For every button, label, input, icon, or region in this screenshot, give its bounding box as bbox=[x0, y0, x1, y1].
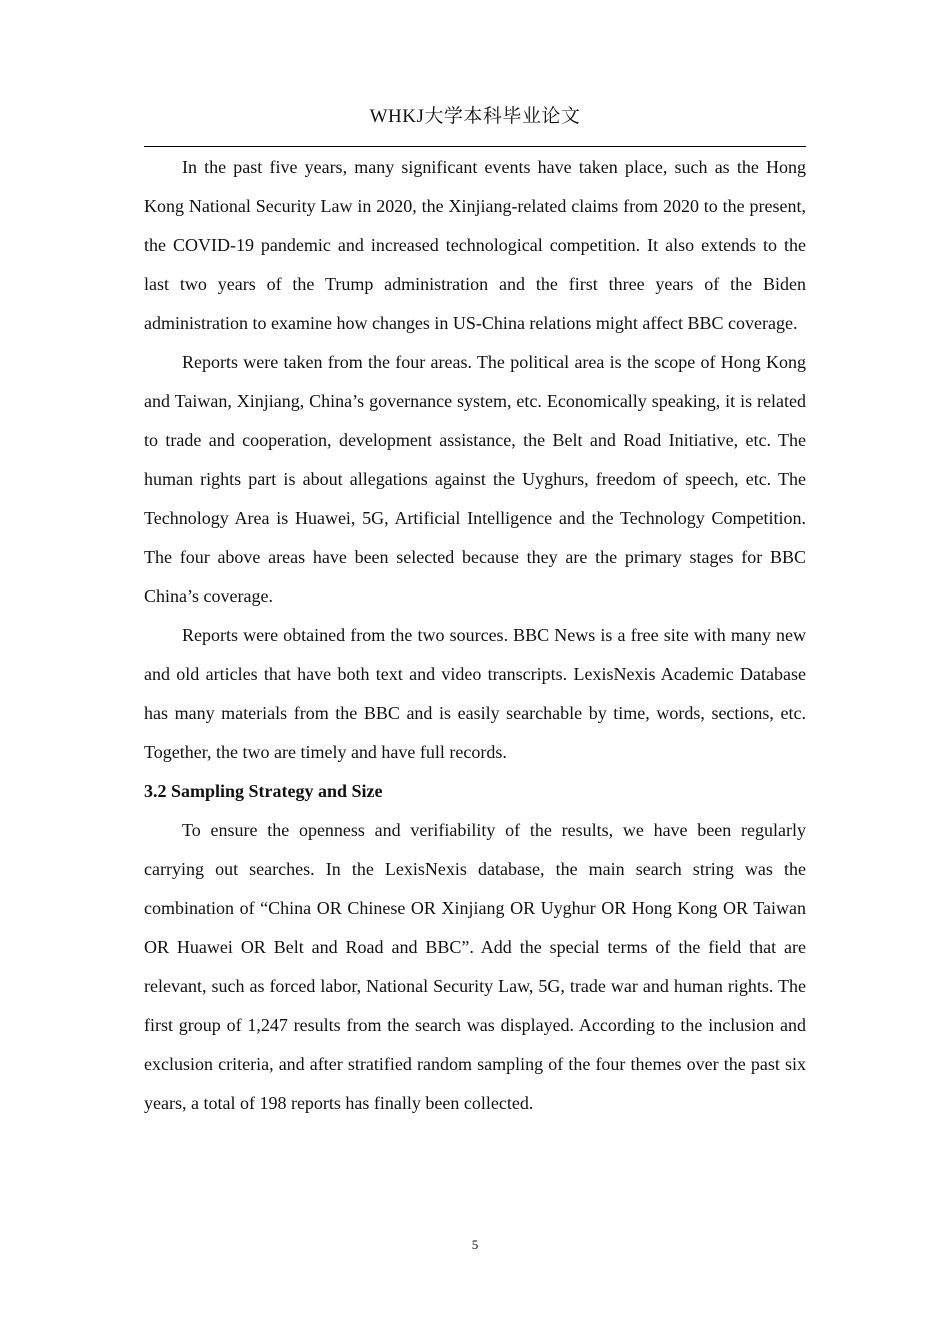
paragraph-sources: Reports were obtained from the two sources. BBC News is a free site with many new and old articles that have both text and video transcripts. LexisNexis Academic Database has many materials from the BBC and is easily searchable by time, words, sections, etc. Together, the two are timely and have full records. bbox=[144, 625, 806, 762]
header-divider bbox=[144, 146, 806, 147]
paragraph-events: In the past five years, many significant events have taken place, such as the Hong Kong National Security Law in 2020, the Xinjiang-related claims from 2020 to the present, the COVID-19 pandemic and increased technological competition. It also extends to the last two years of the Trump administration and the first three years of the Biden administration to examine how changes in US-China relations might affect BBC coverage. bbox=[144, 157, 806, 333]
paragraph-sampling: To ensure the openness and verifiability of the results, we have been regularly carrying out searches. In the LexisNexis database, the main search string was the combination of “China OR Chinese OR Xinjiang OR Uyghur OR Hong Kong OR Taiwan OR Huawei OR Belt and Road and BBC”. Add the special terms of the field that are relevant, such as forced labor, National Security Law, 5G, trade war and human rights. The first group of 1,247 results from the search was displayed. According to the inclusion and exclusion criteria, and after stratified random sampling of the four themes over the past six years, a total of 198 reports has finally been collected. bbox=[144, 820, 806, 1113]
paragraph-areas: Reports were taken from the four areas. The political area is the scope of Hong Kong and Taiwan, Xinjiang, China’s governance system, etc. Economically speaking, it is related to trade and cooperation, development assistance, the Belt and Road Initiative, etc. The human rights part is about allegations against the Uyghurs, freedom of speech, etc. The Technology Area is Huawei, 5G, Artificial Intelligence and the Technology Competition. The four above areas have been selected because they are the primary stages for BBC China’s coverage. bbox=[144, 352, 806, 606]
running-header-title: WHKJ大学本科毕业论文 bbox=[369, 106, 581, 127]
page-number: 5 bbox=[471, 1237, 479, 1252]
section-heading: 3.2 Sampling Strategy and Size bbox=[144, 781, 383, 801]
body-text bbox=[144, 148, 806, 1123]
